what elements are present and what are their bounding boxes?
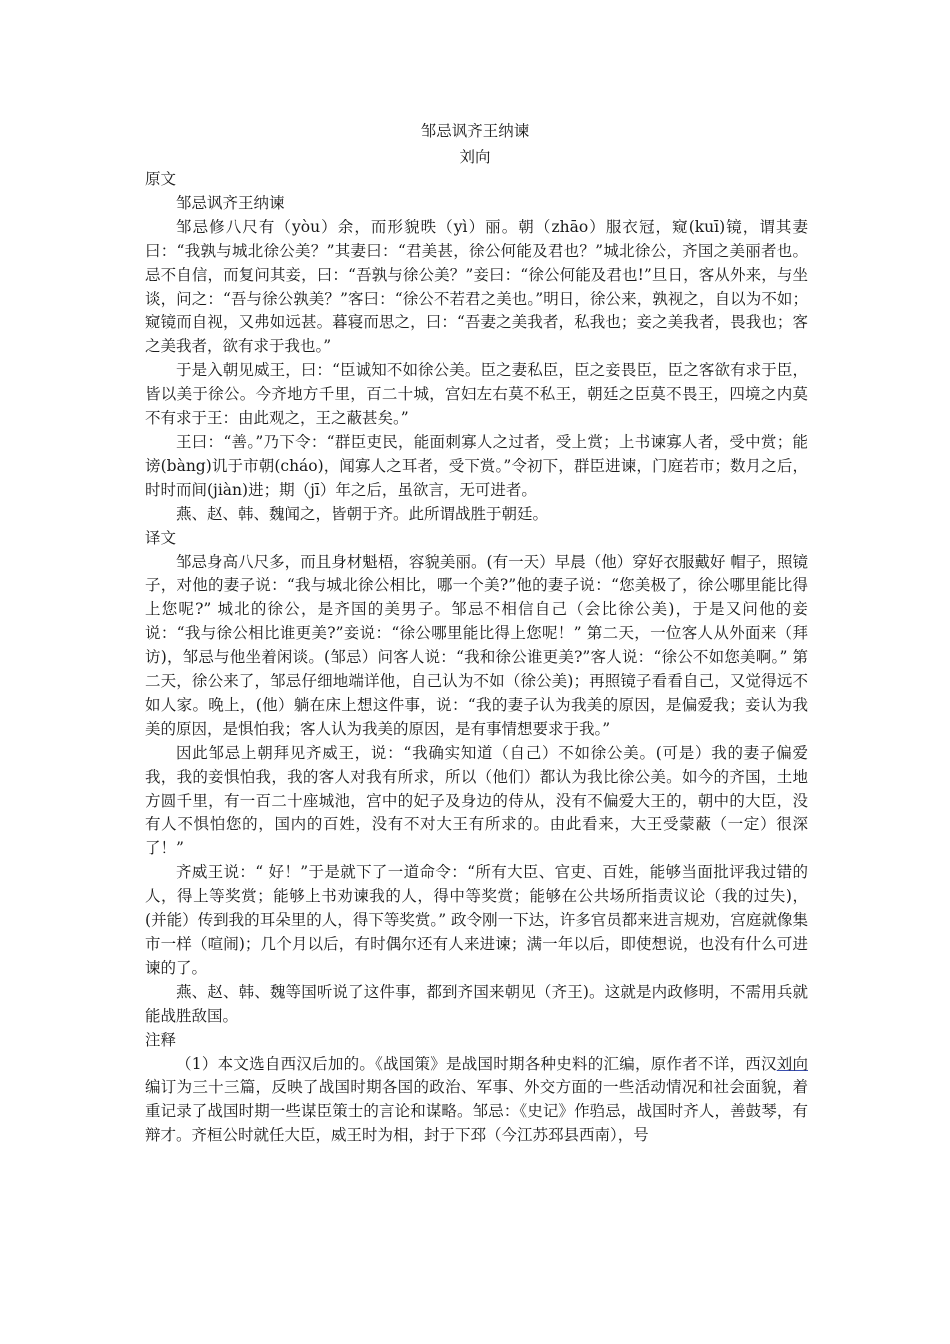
original-paragraph: 于是入朝见威王，曰：“臣诚知不如徐公美。臣之妻私臣，臣之妾畏臣，臣之客欲有求于臣，皆以美于徐公。今齐地方千里，百二十城，宫妇左右莫不私王，朝廷之臣莫不畏王，四境之内莫不有求于王：由此观之，王之蔽甚矣。”: [145, 361, 808, 428]
original-paragraph: 王曰：“善。”乃下令：“群臣吏民，能面刺寡人之过者，受上赏；上书谏寡人者，受中赏；能谤(bàng)讥于市朝(cháo)，闻寡人之耳者，受下赏。”令初下，群臣进谏，门庭若市；数月之后，时时而间(jiàn)进；期（jī）年之后，虽欲言，无可进者。: [145, 432, 808, 499]
document-author: 刘向: [459, 148, 491, 166]
original-paragraph: 邹忌修八尺有（yòu）余，而形貌昳（yì）丽。朝（zhāo）服衣冠，窥(kuī)镜，谓其妻曰：“我孰与城北徐公美？”其妻曰：“君美甚，徐公何能及君也？”城北徐公，齐国之美丽者也。忌不自信，而复问其妾，曰：“吾孰与徐公美？”妾曰：“徐公何能及君也!”旦日，客从外来，与坐谈，问之：“吾与徐公孰美？”客曰：“徐公不若君之美也。”明日，徐公来，孰视之，自以为不如；窥镜而自视，又弗如远甚。暮寝而思之，曰：“吾妻之美我者，私我也；妾之美我者，畏我也；客之美我者，欲有求于我也。”: [145, 217, 808, 356]
translation-paragraph: 齐威王说：“ 好！”于是就下了一道命令：“所有大臣、官吏、百姓，能够当面批评我过错的人，得上等奖赏；能够上书劝谏我的人，得中等奖赏；能够在公共场所指责议论（我的过失)，(并能）传到我的耳朵里的人，得下等奖赏。” 政令刚一下达，许多官员都来进言规劝，宫庭就像集市一样（喧闹)；几个月以后，有时偶尔还有人来进谏；满一年以后，即使想说，也没有什么可进谏的了。: [145, 863, 808, 977]
section-heading-notes: 注释: [145, 1030, 177, 1049]
original-paragraph: 燕、赵、韩、魏闻之，皆朝于齐。此所谓战胜于朝廷。: [176, 504, 549, 523]
translation-paragraph: 邹忌身高八尺多，而且身材魁梧，容貌美丽。(有一天）早晨（他）穿好衣服戴好 帽子，照镜子，对他的妻子说：“我与城北徐公相比，哪一个美?”他的妻子说：“您美极了，徐公哪里能比得上您呢?” 城北的徐公，是齐国的美男子。邹忌不相信自己（会比徐公美)，于是又问他的妾说：“我与徐公相比谁更美?”妾说：“徐公哪里能比得上您呢！” 第二天，一位客人从外面来（拜访)，邹忌与他坐着闲谈。(邹忌）问客人说：“我和徐公谁更美?”客人说：“徐公不如您美啊。” 第二天，徐公来了，邹忌仔细地端详他，自己认为不如（徐公美)；再照镜子看看自己，又觉得远不如人家。晚上，(他）躺在床上想这件事，说：“我的妻子认为我美的原因，是偏爱我；妾认为我美的原因，是惧怕我；客人认为我美的原因，是有事情想要求于我。”: [145, 552, 808, 738]
document-body: [145, 168, 808, 1148]
original-subtitle: 邹忌讽齐王纳谏: [176, 193, 285, 212]
note-paragraph: [145, 1053, 808, 1149]
translation-paragraph: 燕、赵、韩、魏等国听说了这件事，都到齐国来朝见（齐王)。这就是内政修明，不需用兵就能战胜敌国。: [145, 982, 808, 1025]
note-text-after-link: 编订为三十三篇，反映了战国时期各国的政治、军事、外交方面的一些活动情况和社会面貌，着重记录了战国时期一些谋臣策士的言论和谋略。邹忌：《史记》作驺忌，战国时齐人，善鼓琴，有辩才。齐桓公时就任大臣，威王时为相，封于下邳（今江苏邳县西南），号: [145, 1078, 808, 1145]
section-heading-translation: 译文: [145, 528, 177, 547]
author-link[interactable]: 刘向: [776, 1054, 808, 1073]
section-heading-original: 原文: [145, 170, 177, 188]
note-text-before-link: （1）本文选自西汉后加的。《战国策》是战国时期各种史料的汇编，原作者不详，西汉: [176, 1054, 777, 1073]
translation-paragraph: 因此邹忌上朝拜见齐威王，说：“我确实知道（自己）不如徐公美。(可是）我的妻子偏爱我，我的妾惧怕我，我的客人对我有所求，所以（他们）都认为我比徐公美。如今的齐国，土地方圆千里，有一百二十座城池，宫中的妃子及身边的侍从，没有不偏爱大王的，朝中的大臣，没有人不惧怕您的，国内的百姓，没有不对大王有所求的。由此看来，大王受蒙蔽（一定）很深了！”: [145, 743, 808, 858]
document-title: 邹忌讽齐王纳谏: [420, 122, 530, 140]
